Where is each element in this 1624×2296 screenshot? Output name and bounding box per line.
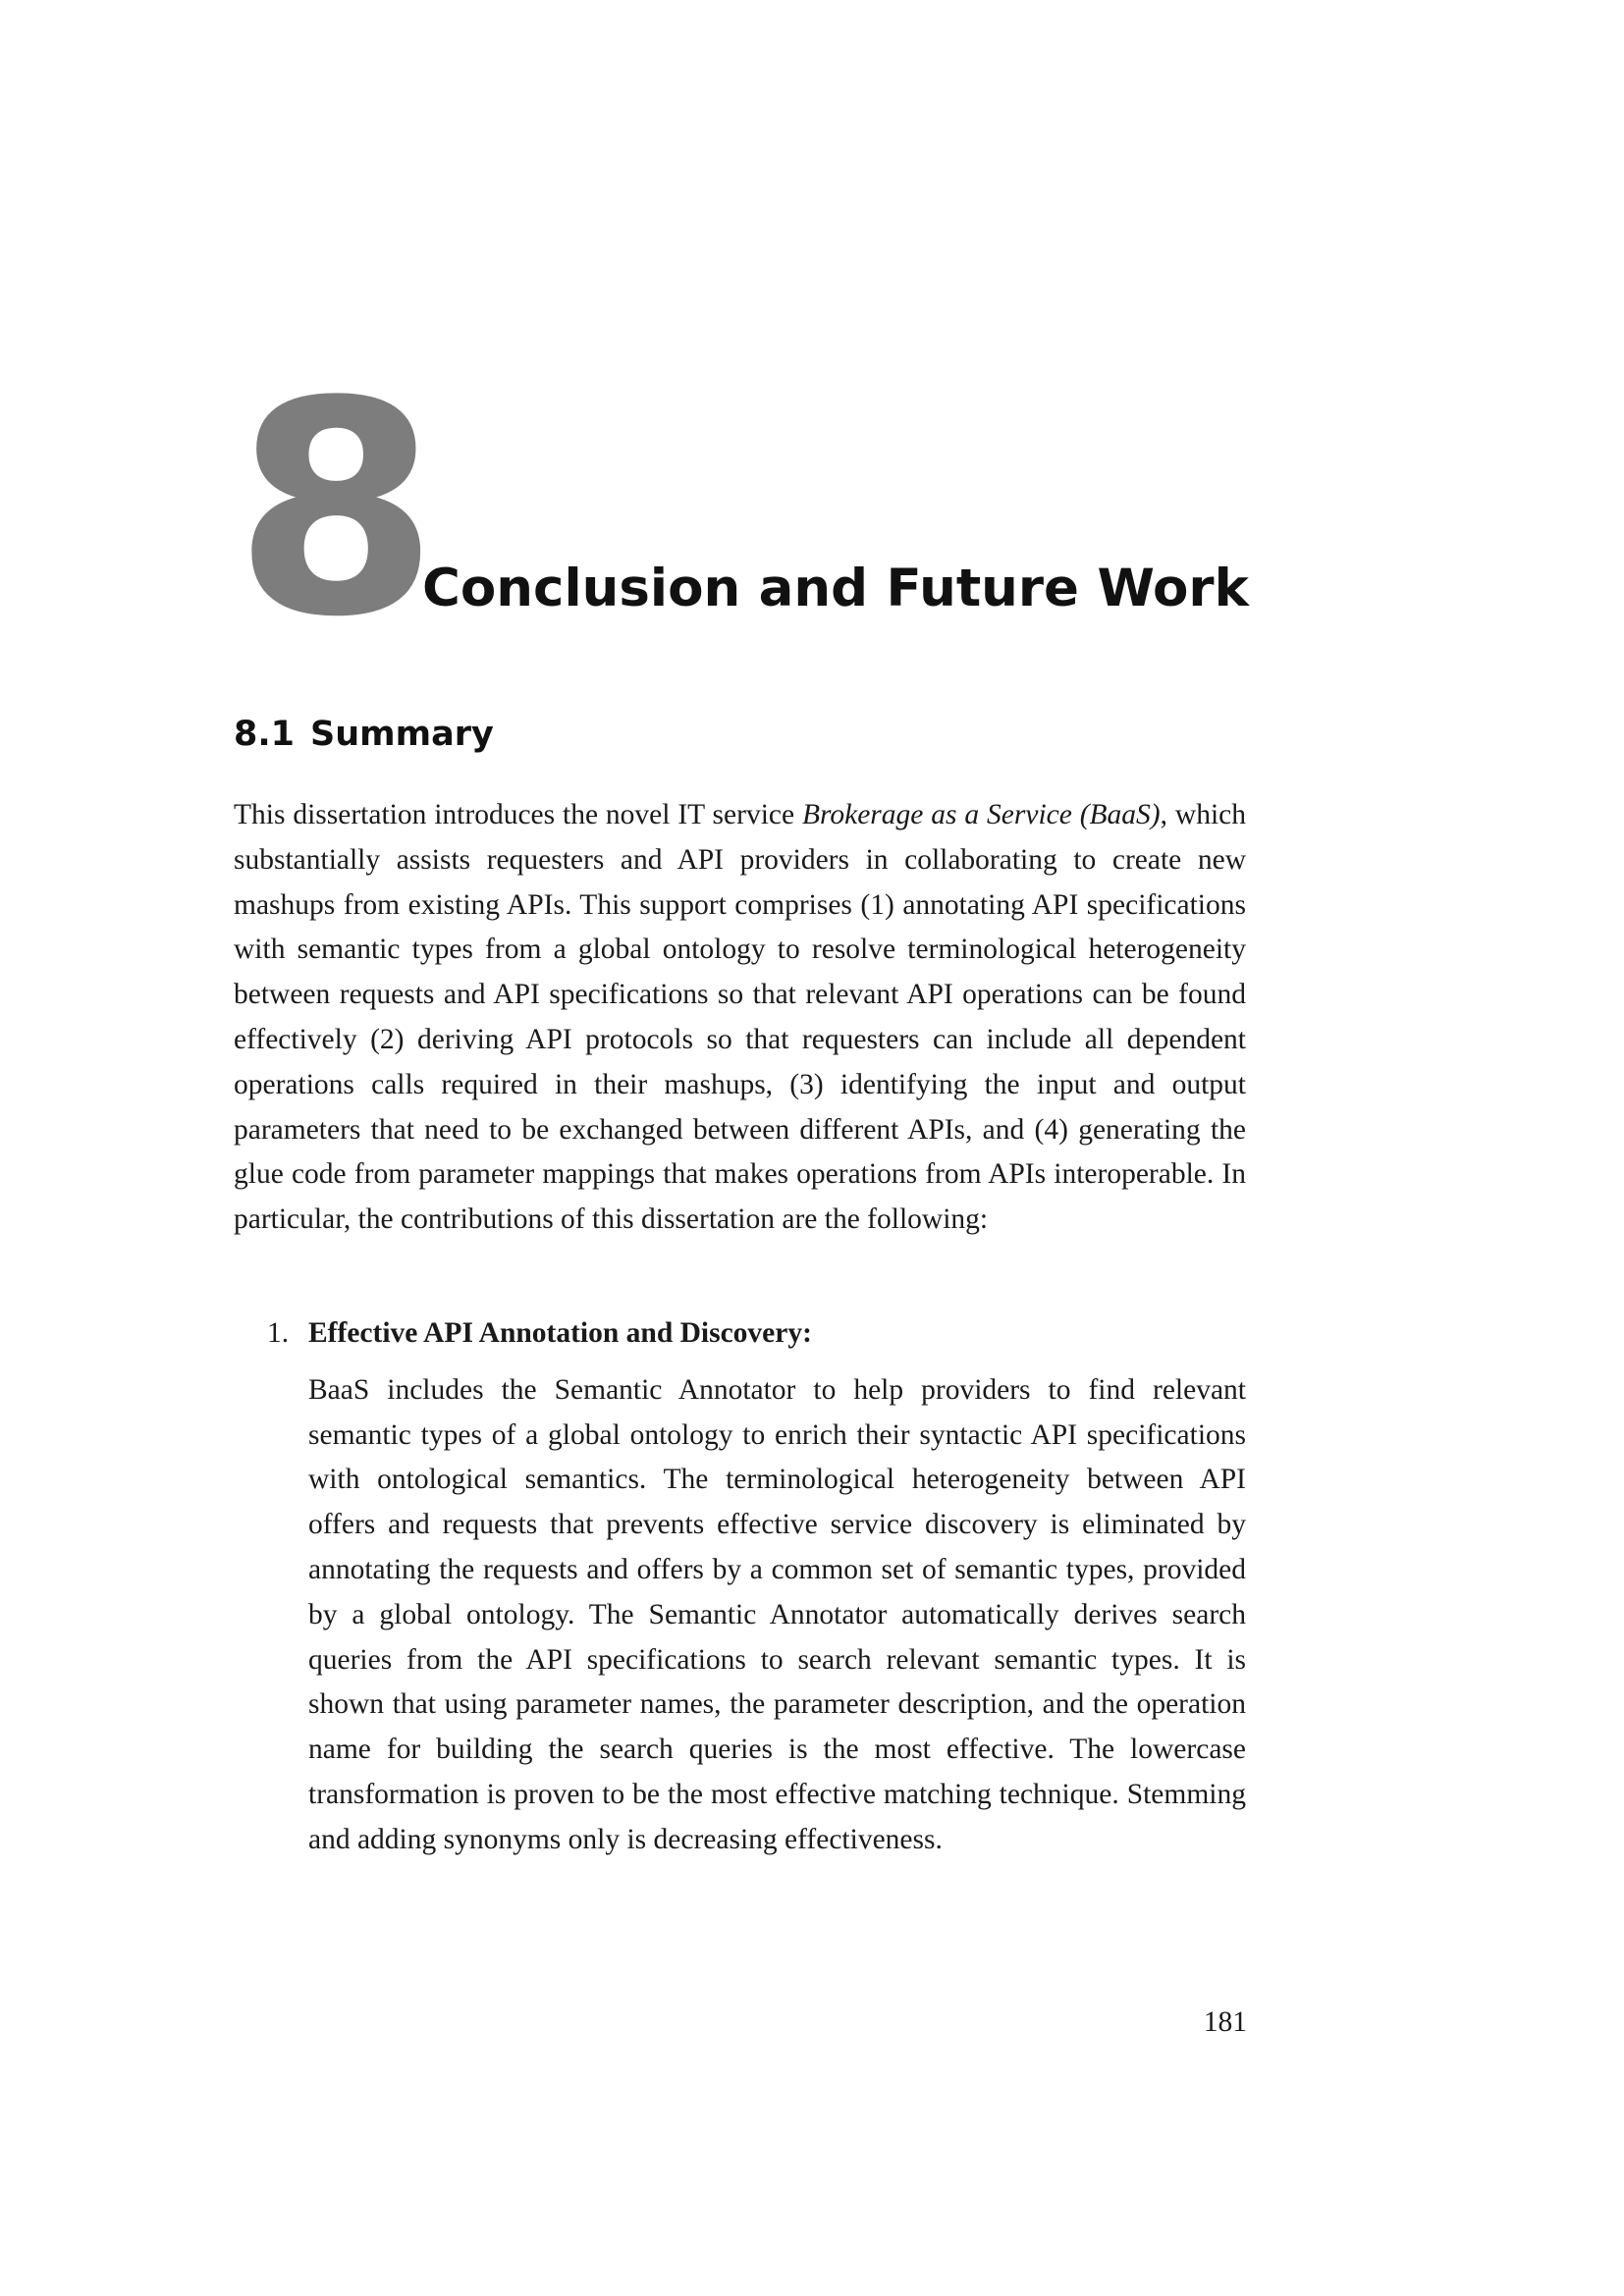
contributions-list — [234, 1311, 1246, 1863]
list-item-title: Effective API Annotation and Discovery: — [308, 1317, 812, 1349]
intro-text-part2: , which substantially assists requesters and API providers in collaborating to create new mashups from existing APIs. This support comprises (1) annotating API specifications with semantic types from a global ontology to resolve terminological heterogeneity between requests and API specifications so that relevant API operations can be found effectively (2) deriving API protocols so that requesters can include all dependent operations calls required in their mashups, (3) identifying the input and output parameters that need to be exchanged between different APIs, and (4) generating the glue code from parameter mappings that makes operations from APIs interoperable. In particular, the contributions of this dissertation are the following: — [234, 799, 1246, 1236]
intro-paragraph — [234, 793, 1246, 1243]
section-number: 8.1 — [234, 715, 296, 754]
chapter-number: 8 — [234, 339, 439, 681]
section-heading — [234, 711, 494, 758]
page-number: 181 — [1203, 2006, 1247, 2038]
list-item-number: 1. — [267, 1317, 290, 1349]
chapter-title: Conclusion and Future Work — [422, 559, 1249, 618]
intro-emphasis: Brokerage as a Service (BaaS) — [801, 799, 1161, 830]
list-item-body: BaaS includes the Semantic Annotator to help providers to find relevant semantic types of a global ontology to enrich their syntactic API specifications with ontological semantics. The terminological heterogeneity between API offers and requests that prevents effective service discovery is eliminated by annotating the requests and offers by a common set of semantic types, provided by a global ontology. The Semantic Annotator automatically derives search queries from the API specifications to search relevant semantic types. It is shown that using parameter names, the parameter description, and the operation name for building the search queries is the most effective. The lowercase transformation is proven to be the most effective matching technique. Stemming and adding synonyms only is decreasing effectiveness. — [308, 1373, 1246, 1855]
section-title: Summary — [310, 715, 494, 754]
list-item — [234, 1311, 1246, 1863]
intro-text-part1: This dissertation introduces the novel IT service — [234, 799, 802, 830]
